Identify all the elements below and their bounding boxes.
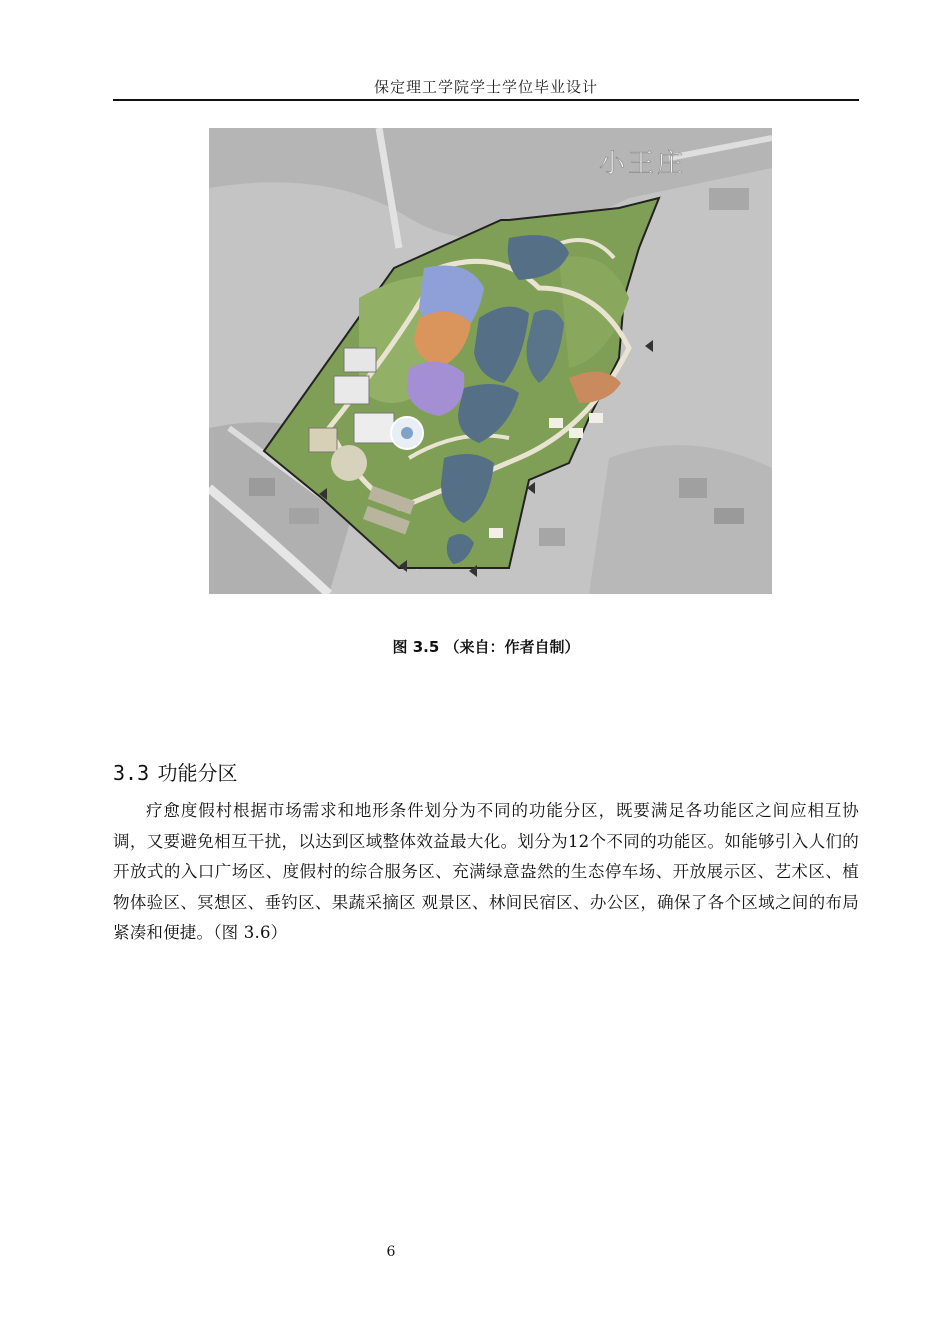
section-heading (113, 757, 237, 786)
section-title: 功能分区 (157, 761, 238, 785)
site-plan-image (209, 128, 772, 594)
section-paragraph: 疗愈度假村根据市场需求和地形条件划分为不同的功能分区，既要满足各功能区之间应相互协调，又要避免相互干扰，以达到区域整体效益最大化。划分为12个不同的功能区。如能够引入人们的开放式的入口广场区、度假村的综合服务区、充满绿意盎然的生态停车场、开放展示区、艺术区、植物体验区、冥想区、垂钓区、果蔬采摘区 观景区、林间民宿区、办公区，确保了各个区域之间的布局紧凑和便捷。（图 3.6） (113, 801, 859, 942)
page-header-title: 保定理工学院学士学位毕业设计 (373, 78, 598, 96)
page-number: 6 (386, 1244, 396, 1260)
figure-caption: 图 3.5 （来自：作者自制） (392, 638, 580, 656)
header-rule (113, 99, 859, 101)
site-plan-figure (209, 128, 772, 594)
village-label: 小王庄 (599, 149, 687, 179)
section-number: 3.3 (113, 761, 150, 785)
